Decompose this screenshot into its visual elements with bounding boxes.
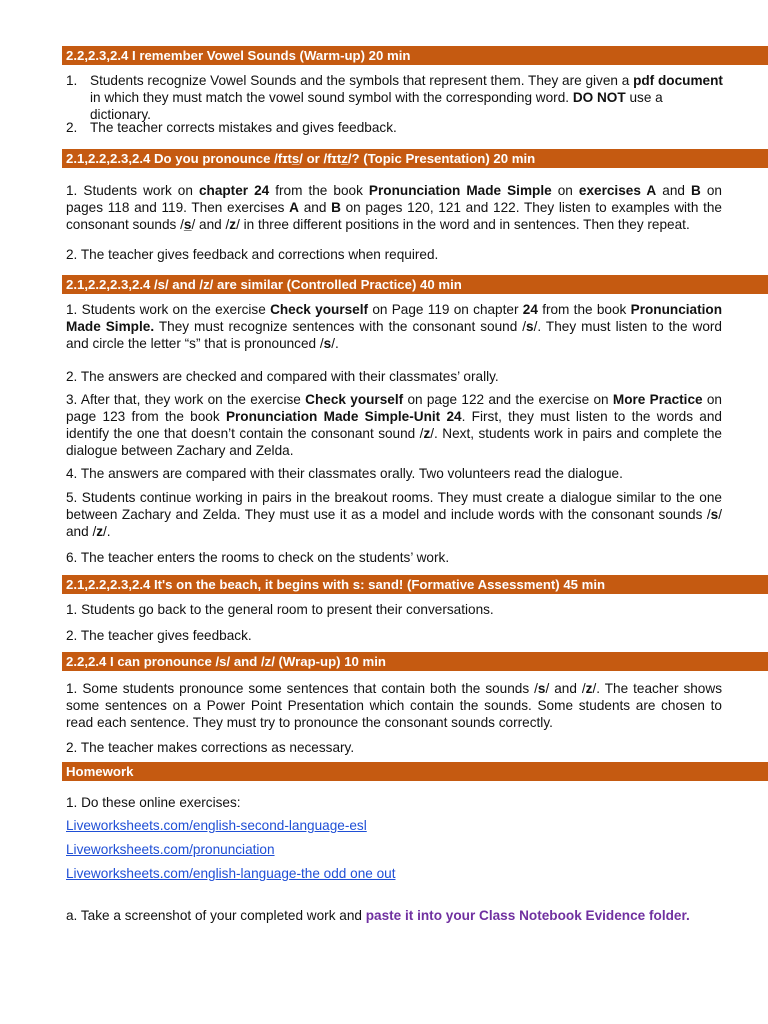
section-header-topic-presentation: 2.1,2.2,2.3,2.4 Do you pronounce /fɪts̲/ or /fɪtz̲/? (Topic Presentation) 20 min — [62, 149, 768, 168]
section-header-warm-up: 2.2,2.3,2.4 I remember Vowel Sounds (Warm-up) 20 min — [62, 46, 768, 65]
homework-intro: 1. Do these online exercises: — [66, 795, 241, 810]
controlled-practice-paragraph-3: 3. After that, they work on the exercise Check yourself on page 122 and the exercise on More Practice on page 123 from the book Pronunciation Made Simple-Unit 24. First, they must listen to the words and identify the one that doesn’t contain the consonant sound /z/. Next, students work in pairs and complete the dialogue between Zachary and Zelda. — [66, 392, 722, 458]
exercise-link-esl[interactable]: Liveworksheets.com/english-second-language-esl — [66, 818, 367, 833]
exercise-link-pronunciation[interactable]: Liveworksheets.com/pronunciation — [66, 842, 275, 857]
list-number: 2. — [66, 120, 78, 135]
list-number: 1. — [66, 73, 78, 88]
controlled-practice-paragraph-5: 5. Students continue working in pairs in the breakout rooms. They must create a dialogue similar to the one between Zachary and Zelda. They must use it as a model and include words with the consonant sounds /s/ and /z/. — [66, 490, 722, 539]
homework-link-1 — [66, 817, 722, 834]
evidence-folder-highlight: paste it into your Class Notebook Evidence folder. — [365, 908, 690, 923]
homework-final-instruction: a. Take a screenshot of your completed work and paste it into your Class Notebook Evidence folder. — [66, 908, 690, 923]
wrap-up-paragraph-1: 1. Some students pronounce some sentences that contain both the sounds /s/ and /z/. The teacher shows some sentences on a Power Point Presentation which contain the sounds. Some students are chosen to read each sentence. They must try to pronounce the consonant sounds correctly. — [66, 681, 722, 730]
section-header-homework: Homework — [62, 762, 768, 781]
controlled-practice-paragraph-6: 6. The teacher enters the rooms to check on the students’ work. — [66, 550, 450, 565]
topic-presentation-paragraph-1: 1. Students work on chapter 24 from the book Pronunciation Made Simple on exercises A and B on pages 118 and 119. Then exercises A and B on pages 120, 121 and 122. They listen to examples with the consonant sounds /s̲/ and /z/ in three different positions in the word and in sentences. Then they repeat. — [66, 183, 722, 232]
topic-presentation-paragraph-2: 2. The teacher gives feedback and corrections when required. — [66, 247, 439, 262]
exercise-link-odd-one-out[interactable]: Liveworksheets.com/english-language-the odd one out — [66, 866, 396, 881]
formative-assessment-paragraph-1: 1. Students go back to the general room to present their conversations. — [66, 602, 494, 617]
section-header-controlled-practice: 2.1,2.2,2.3,2.4 /s/ and /z/ are similar (Controlled Practice) 40 min — [62, 275, 768, 294]
section-header-formative-assessment: 2.1,2.2,2.3,2.4 It's on the beach, it begins with s: sand! (Formative Assessment) 45 min — [62, 575, 768, 594]
formative-assessment-paragraph-2: 2. The teacher gives feedback. — [66, 628, 252, 643]
warm-up-item-2: The teacher corrects mistakes and gives feedback. — [90, 120, 397, 135]
controlled-practice-paragraph-4: 4. The answers are compared with their classmates orally. Two volunteers read the dialogue. — [66, 466, 623, 481]
controlled-practice-paragraph-1: 1. Students work on the exercise Check yourself on Page 119 on chapter 24 from the book Pronunciation Made Simple. They must recognize sentences with the consonant sound /s/. They must listen to the word and circle the letter “s” that is pronounced /s/. — [66, 302, 723, 351]
controlled-practice-paragraph-2: 2. The answers are checked and compared with their classmates’ orally. — [66, 369, 499, 384]
homework-link-2 — [66, 841, 722, 858]
section-header-wrap-up: 2.2,2.4 I can pronounce /s/ and /z/ (Wrap-up) 10 min — [62, 652, 768, 671]
homework-link-3 — [66, 865, 722, 882]
warm-up-item-1: Students recognize Vowel Sounds and the symbols that represent them. They are given a pdf document in which they must match the vowel sound symbol with the corresponding word. DO NOT use a dictionary. — [90, 73, 723, 122]
wrap-up-paragraph-2: 2. The teacher makes corrections as necessary. — [66, 740, 355, 755]
